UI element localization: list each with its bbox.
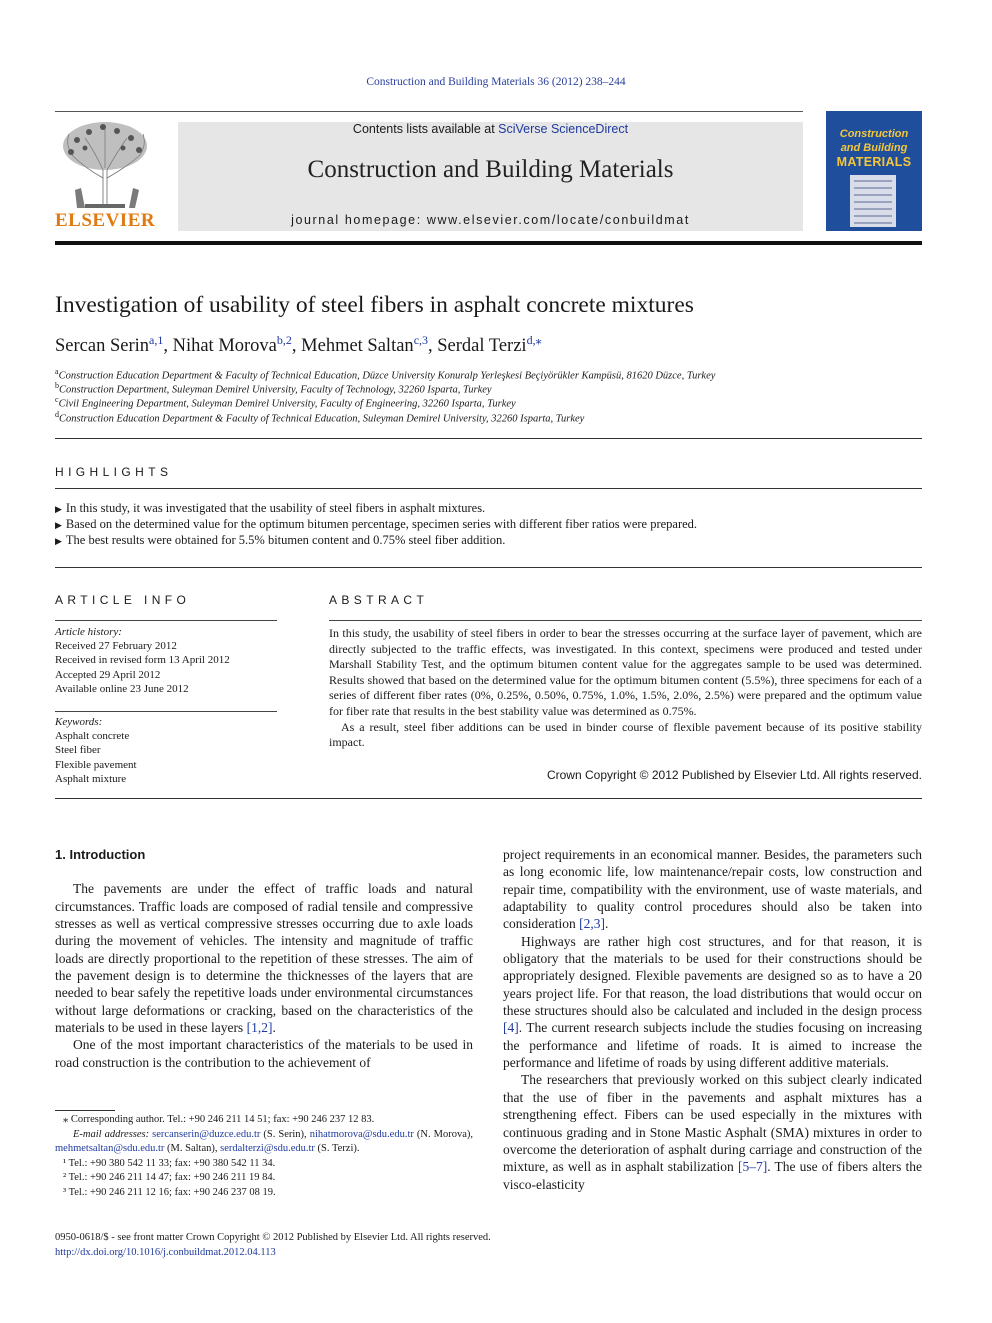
section-heading-introduction: 1. Introduction (55, 847, 146, 862)
citation-link[interactable]: [5–7] (737, 1159, 768, 1175)
bullet-triangle-icon: ▶ (55, 504, 62, 514)
email-link[interactable]: sercanserin@duzce.edu.tr (152, 1128, 261, 1140)
affiliation: $^d$Construction Education Department & Faculty of Technical Education, Suleyman Demirel University, 32260 Isparta, Turkey (55, 410, 585, 425)
author-affiliation-mark[interactable]: d,⁎ (526, 333, 542, 347)
abstract-paragraph: In this study, the usability of steel fibers in order to bear the stresses occurring at the surface layer of pavement, which are directly subjected to the traffic effects, was investigated. In this context, specimens were produced and tested under Marshall Stability Test, and the optimum bitumen content value for the aggregates sample to be used was determined. Results showed that based on the determined value for the optimum bitumen content (5.5%), three specimens for each of a series of different fiber rates (0%, 0.25%, 0.50%, 0.75%, 1.0%, 1.5%, 2.0%, 2.5%) were prepared and the optimum value for fiber rate that results in the best stability value was determined as 0.75%. (329, 626, 922, 718)
body-column-left (55, 846, 473, 1071)
article-history (55, 625, 230, 696)
keywords (55, 715, 137, 786)
author-list: Sercan Serin$^{a,1}$, Nihat Morova$^{b,2}$, Mehmet Saltan$^{c,3}$, Serdal Terzi$^{d,⁎}$ (55, 333, 542, 357)
article-info-rule (55, 620, 277, 621)
sciencedirect-link[interactable]: SciVerse ScienceDirect (498, 122, 629, 136)
affiliation: $^c$Civil Engineering Department, Suleyman Demirel University, Faculty of Engineering, 32260 Isparta, Turkey (55, 395, 516, 410)
history-item: Received 27 February 2012 (55, 640, 177, 653)
journal-homepage[interactable]: journal homepage: www.elsevier.com/locate/conbuildmat (291, 213, 690, 227)
cover-title-line3: MATERIALS (836, 155, 912, 169)
footnotes (55, 1113, 473, 1201)
author-name[interactable]: Serdal Terzi (437, 336, 527, 357)
highlights-rule (55, 488, 922, 489)
email-link[interactable]: nihatmorova@sdu.edu.tr (309, 1128, 414, 1140)
cover-contents-panel (850, 175, 896, 227)
affiliation: $^a$Construction Education Department & Faculty of Technical Education, Düzce University Konuralp Yerleşkesi Beçiyörükler Kampüsü, 81620 Düzce, Turkey (55, 367, 716, 382)
highlight-item: ▶ The best results were obtained for 5.5% bitumen content and 0.75% steel fiber addition. (55, 533, 506, 547)
highlights-heading: HIGHLIGHTS (55, 465, 173, 479)
footnote-corresponding: ⁎ Corresponding author. Tel.: +90 246 211 14 51; fax: +90 246 237 12 83. (63, 1114, 375, 1125)
keywords-rule (55, 711, 277, 712)
history-label: Article history: (55, 626, 122, 638)
section-divider (55, 798, 922, 799)
abstract-heading: ABSTRACT (329, 593, 429, 607)
footnote-rule (55, 1110, 115, 1111)
keyword[interactable]: Flexible pavement (55, 758, 137, 771)
bottom-info (55, 1231, 491, 1260)
footnote-emails: E-mail addresses: sercanserin@duzce.edu.tr (S. Serin), nihatmorova@sdu.edu.tr (N. Morova), mehmetsaltan@sdu.edu.tr (M. Saltan), serdalterzi@sdu.edu.tr (S. Terzi). (55, 1128, 474, 1155)
bullet-triangle-icon: ▶ (55, 520, 62, 530)
email-link[interactable]: mehmetsaltan@sdu.edu.tr (55, 1143, 165, 1155)
history-item: Available online 23 June 2012 (55, 682, 189, 695)
cover-title-line2: and Building (840, 142, 908, 154)
cover-title (826, 127, 922, 169)
abstract-copyright: Crown Copyright © 2012 Published by Elsevier Ltd. All rights reserved. (546, 768, 922, 782)
doi-link[interactable]: http://dx.doi.org/10.1016/j.conbuildmat.2012.04.113 (55, 1246, 276, 1258)
citation-link[interactable]: [2,3] (579, 916, 605, 932)
bullet-triangle-icon: ▶ (55, 536, 62, 546)
author-name[interactable]: Sercan Serin (55, 336, 150, 357)
history-item: Received in revised form 13 April 2012 (55, 654, 230, 667)
footnote-tel: ² Tel.: +90 246 211 14 47; fax: +90 246 211 19 84. (63, 1172, 276, 1184)
citation-link[interactable]: [4] (503, 1020, 519, 1036)
footnote-tel: ¹ Tel.: +90 380 542 11 33; fax: +90 380 542 11 34. (63, 1157, 276, 1169)
history-item: Accepted 29 April 2012 (55, 668, 161, 681)
section-divider (55, 567, 922, 568)
body-paragraph: The pavements are under the effect of traffic loads and natural circumstances. Traffic loads are composed of radial tensile and compressive stresses as well as vertical compressive stresses occurring due to axle loads during the movement of vehicles. The intensity and magnitude of traffic loads are directly proportional to the repetition of these stresses. The aim of the pavement design is to determine the thicknesses of the layers that are needed to bear safely the repetitive loads under environmental circumstances without large deformations or cracking, based on the characteristics of the materials to be used in these layers [1,2]. (55, 881, 473, 1036)
citation-link[interactable]: [1,2] (246, 1020, 273, 1036)
email-link[interactable]: serdalterzi@sdu.edu.tr (220, 1143, 315, 1155)
author-affiliation-mark[interactable]: c,3 (413, 333, 429, 347)
body-column-right (503, 846, 922, 1193)
abstract-paragraph: As a result, steel fiber additions can be used in binder course of flexible pavement because of its positive stability impact. (329, 719, 922, 750)
body-paragraph: One of the most important characteristics of the materials to be used in road construction is the contribution to the achievement of (55, 1037, 473, 1070)
contents-line (178, 122, 803, 136)
contents-prefix: Contents lists available at (352, 122, 499, 136)
keywords-label: Keywords: (55, 716, 103, 728)
author-name[interactable]: Mehmet Saltan (301, 336, 414, 357)
highlight-item: ▶ Based on the determined value for the optimum bitumen percentage, specimen series with different fiber ratios were prepared. (55, 517, 698, 531)
author-name[interactable]: Nihat Morova (172, 336, 277, 357)
author-affiliation-mark[interactable]: b,2 (276, 333, 292, 347)
elsevier-wordmark: ELSEVIER (55, 210, 156, 231)
keyword[interactable]: Asphalt concrete (55, 730, 130, 743)
keyword[interactable]: Steel fiber (55, 744, 101, 757)
body-paragraph: Highways are rather high cost structures, and for that reason, it is obligatory that the materials to be used for their constructions should be appropriately designed. Flexible pavements are designed so as to have a 20 years project life. For that reason, the load distributions that would occur on these structures should also be calculated and included in the design process [4]. The current research subjects include the studies focusing on increasing the performance and lifetime of roads. It is aimed to increase the performance and lifetime of roads by using different additive materials. (503, 933, 922, 1071)
journal-name: Construction and Building Materials (307, 156, 674, 183)
keyword[interactable]: Asphalt mixture (55, 772, 127, 785)
journal-reference[interactable]: Construction and Building Materials 36 (2012) 238–244 (366, 76, 626, 88)
cover-title-line1: Construction (839, 128, 909, 140)
highlight-item: ▶ In this study, it was investigated that the usability of steel fibers in asphalt mixtures. (55, 501, 486, 515)
section-divider (55, 438, 922, 439)
article-title: Investigation of usability of steel fibers in asphalt concrete mixtures (55, 292, 694, 318)
body-paragraph: The researchers that previously worked on this subject clearly indicated that the use of fiber in the pavements and asphalt mixtures has a strengthening effect. Fibers can be used especially in the mixtures with continuous grading and in Stone Mastic Asphalt (SMA) mixtures in order to overcome the deterioration of asphalt during carriage and construction of the mixture, as well as in asphalt stabilization [5–7]. The use of fibers alters the visco-elasticity (503, 1072, 922, 1192)
issn-line: 0950-0618/$ - see front matter Crown Copyright © 2012 Published by Elsevier Ltd. All rights reserved. (55, 1232, 491, 1243)
author-affiliation-mark[interactable]: a,1 (149, 333, 164, 347)
article-info-heading: ARTICLE INFO (55, 593, 191, 607)
journal-cover-thumbnail[interactable] (826, 111, 922, 231)
abstract-body (329, 626, 922, 751)
footnote-tel: ³ Tel.: +90 246 211 12 16; fax: +90 246 237 08 19. (63, 1186, 276, 1198)
body-paragraph: project requirements in an economical manner. Besides, the parameters such as long economic life, low maintenance/repair costs, low construction and repair time, compatibility with the environment, use of waste materials, and adaptability to quality control procedures should also be taken into consideration [2,3]. (503, 847, 922, 932)
abstract-rule (329, 620, 922, 621)
header-thick-rule (55, 241, 922, 245)
affiliation: $^b$Construction Department, Suleyman Demirel University, Faculty of Technology, 32260 Isparta, Turkey (55, 381, 492, 396)
